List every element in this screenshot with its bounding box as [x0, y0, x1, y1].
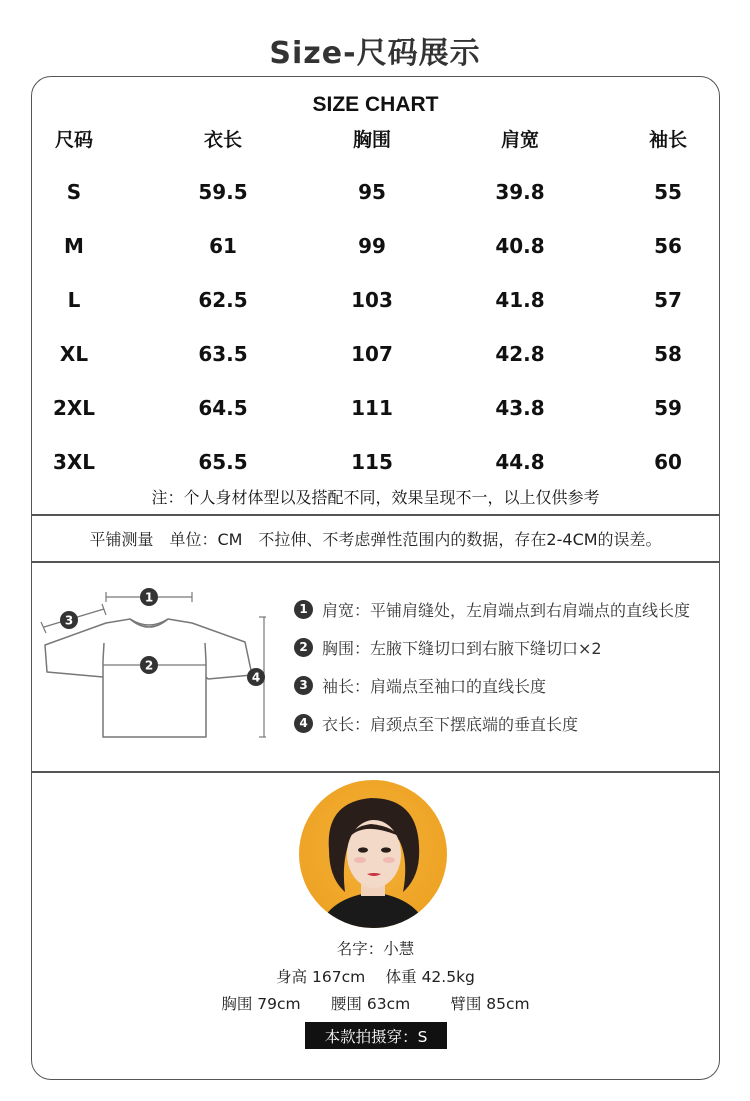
table-cell: 95 [358, 180, 386, 204]
marker-4 [247, 668, 265, 686]
divider [32, 771, 719, 773]
table-cell: 115 [351, 450, 393, 474]
table-row [32, 342, 719, 372]
legend-number: 4 [294, 714, 313, 733]
table-cell: L [67, 288, 81, 312]
legend-text: 衣长：肩颈点至下摆底端的垂直长度 [322, 714, 579, 734]
legend-item-sleeve [294, 673, 546, 697]
table-cell: 59.5 [198, 180, 248, 204]
size-chart-title: SIZE CHART [312, 93, 439, 116]
shirt-outline [45, 619, 252, 737]
table-cell: 103 [351, 288, 393, 312]
svg-text:2: 2 [144, 658, 154, 673]
legend-number: 3 [294, 676, 313, 695]
table-cell: 41.8 [495, 288, 545, 312]
model-name: 名字：小慧 [336, 940, 415, 958]
table-header-row [32, 125, 719, 155]
table-cell: 40.8 [495, 234, 545, 258]
table-header-cell: 袖长 [648, 129, 687, 151]
divider [32, 561, 719, 563]
svg-text:1: 1 [144, 590, 154, 605]
table-cell: 60 [654, 450, 682, 474]
table-cell: 111 [351, 396, 393, 420]
model-avatar [299, 780, 447, 928]
table-cell: 62.5 [198, 288, 248, 312]
table-row [32, 180, 719, 210]
table-row [32, 450, 719, 480]
marker-1 [140, 588, 158, 606]
model-portrait-illustration [299, 780, 447, 928]
table-cell: 2XL [52, 396, 96, 420]
table-cell: 99 [358, 234, 386, 258]
legend-number: 2 [294, 638, 313, 657]
table-cell: 56 [654, 234, 682, 258]
table-cell: 61 [209, 234, 237, 258]
table-header-cell: 肩宽 [500, 129, 539, 151]
table-cell: 57 [654, 288, 682, 312]
svg-text:3: 3 [64, 613, 74, 628]
table-cell: 107 [351, 342, 393, 366]
disclaimer-note: 注：个人身材体型以及搭配不同，效果呈现不一，以上仅供参考 [151, 488, 600, 507]
page-title: Size-尺码展示 [269, 36, 481, 71]
table-cell: 3XL [52, 450, 96, 474]
table-header-cell: 尺码 [54, 129, 93, 151]
table-cell: 44.8 [495, 450, 545, 474]
table-cell: 63.5 [198, 342, 248, 366]
marker-2 [140, 656, 158, 674]
table-row [32, 396, 719, 426]
size-chart-card [31, 76, 720, 1080]
marker-3 [60, 611, 78, 629]
table-row [32, 234, 719, 264]
legend-item-length [294, 711, 578, 735]
table-cell: 55 [654, 180, 682, 204]
table-cell: M [64, 234, 84, 258]
table-cell: 64.5 [198, 396, 248, 420]
model-body-measurements: 胸围 79cm 腰围 63cm 臂围 85cm [221, 995, 530, 1013]
table-cell: 42.8 [495, 342, 545, 366]
table-cell: XL [59, 342, 89, 366]
legend-text: 胸围：左腋下缝切口到右腋下缝切口×2 [322, 638, 602, 658]
model-height-weight: 身高 167cm 体重 42.5kg [276, 968, 475, 986]
measurement-note: 平铺测量 单位：CM 不拉伸、不考虑弹性范围内的数据，存在2-4CM的误差。 [89, 530, 662, 549]
table-cell: 58 [654, 342, 682, 366]
table-header-cell: 胸围 [352, 129, 391, 151]
wearing-size-badge: 本款拍摄穿：S [305, 1022, 447, 1049]
legend-number: 1 [294, 600, 313, 619]
legend-item-shoulder [294, 597, 690, 621]
legend-text: 肩宽：平铺肩缝处，左肩端点到右肩端点的直线长度 [322, 600, 691, 620]
table-header-cell: 衣长 [203, 129, 242, 151]
table-row [32, 288, 719, 318]
table-cell: 59 [654, 396, 682, 420]
table-cell: 39.8 [495, 180, 545, 204]
table-cell: S [66, 180, 82, 204]
legend-item-chest [294, 635, 602, 659]
table-cell: 65.5 [198, 450, 248, 474]
divider [32, 514, 719, 516]
svg-text:4: 4 [251, 670, 261, 685]
legend-text: 袖长：肩端点至袖口的直线长度 [322, 676, 547, 696]
table-cell: 43.8 [495, 396, 545, 420]
shirt-measurement-diagram [36, 587, 266, 757]
